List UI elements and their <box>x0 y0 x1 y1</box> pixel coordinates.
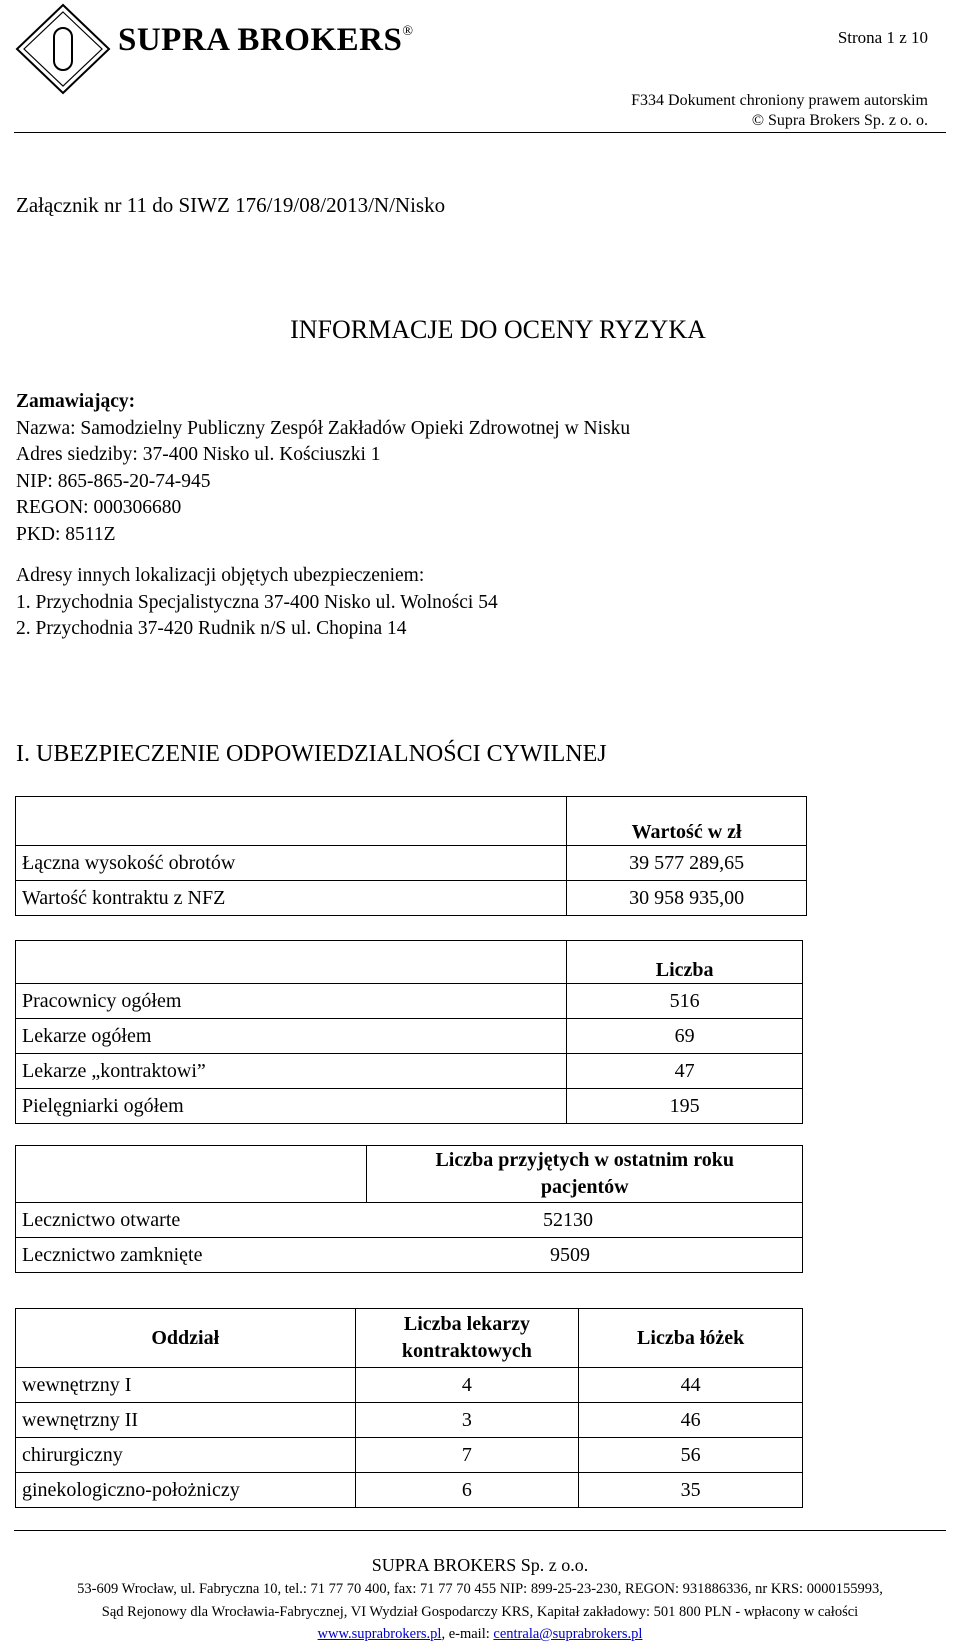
ward-name: ginekologiczno-położniczy <box>16 1473 356 1508</box>
table-row <box>16 1473 803 1508</box>
row-value: 69 <box>567 1019 803 1054</box>
ward-name: chirurgiczny <box>16 1438 356 1473</box>
table-row <box>16 846 807 881</box>
row-value: 516 <box>567 984 803 1019</box>
table-header-row <box>16 797 807 846</box>
row-label: Lecznictwo otwarte <box>16 1203 367 1238</box>
client-nip: NIP: 865-865-20-74-945 <box>16 471 211 492</box>
row-value: 47 <box>567 1054 803 1089</box>
email-link[interactable]: centrala@suprabrokers.pl <box>493 1626 643 1642</box>
table-row <box>16 1089 803 1124</box>
row-label: Wartość kontraktu z NFZ <box>16 881 567 916</box>
bed-count: 46 <box>579 1403 803 1438</box>
client-regon: REGON: 000306680 <box>16 497 182 518</box>
empty-header-cell <box>16 797 567 846</box>
value-header: Wartość w zł <box>567 797 807 846</box>
client-address: Adres siedziby: 37-400 Nisko ul. Kościuszki 1 <box>16 444 381 465</box>
row-value: 195 <box>567 1089 803 1124</box>
row-value: 9509 <box>367 1238 803 1273</box>
table-row <box>16 1368 803 1403</box>
row-label: Lekarze „kontraktowi” <box>16 1054 567 1089</box>
email-label: , e-mail: <box>441 1626 494 1642</box>
client-name: Nazwa: Samodzielny Publiczny Zespół Zakładów Opieki Zdrowotnej w Nisku <box>16 418 631 439</box>
section-title: I. UBEZPIECZENIE ODPOWIEDZIALNOŚCI CYWILNEJ <box>16 741 607 767</box>
row-label: Łączna wysokość obrotów <box>16 846 567 881</box>
registered-mark: ® <box>402 24 414 39</box>
table-row <box>16 1438 803 1473</box>
row-value: 30 958 935,00 <box>567 881 807 916</box>
table-header-row <box>16 1146 803 1203</box>
doctor-count: 7 <box>355 1438 579 1473</box>
beds-header: Liczba łóżek <box>579 1309 803 1368</box>
bed-count: 56 <box>579 1438 803 1473</box>
page-number: Strona 1 z 10 <box>837 28 928 47</box>
supra-brokers-logo-icon <box>14 2 112 96</box>
row-label: Lecznictwo zamknięte <box>16 1238 367 1273</box>
doctor-count: 4 <box>355 1368 579 1403</box>
ward-name: wewnętrzny II <box>16 1403 356 1438</box>
table-row <box>16 1203 803 1238</box>
doctor-count: 3 <box>355 1403 579 1438</box>
row-label: Pielęgniarki ogółem <box>16 1089 567 1124</box>
header-divider <box>14 132 946 133</box>
admissions-header: Liczba przyjętych w ostatnim roku pacjentów <box>367 1146 803 1203</box>
count-header: Liczba <box>567 941 803 984</box>
table-row <box>16 1238 803 1273</box>
row-value: 52130 <box>367 1203 803 1238</box>
footer-divider <box>14 1530 946 1531</box>
client-pkd: PKD: 8511Z <box>16 524 116 545</box>
location-1: 1. Przychodnia Specjalistyczna 37-400 Nisko ul. Wolności 54 <box>16 592 498 613</box>
website-link[interactable]: www.suprabrokers.pl <box>317 1626 442 1642</box>
table-row <box>16 1019 803 1054</box>
client-label: Zamawiający: <box>16 391 136 412</box>
document-title: INFORMACJE DO OCENY RYZYKA <box>290 315 706 344</box>
row-label: Pracownicy ogółem <box>16 984 567 1019</box>
other-locations-label: Adresy innych lokalizacji objętych ubezpieczeniem: <box>16 565 425 586</box>
patients-table <box>15 1145 803 1273</box>
ward-header: Oddział <box>16 1309 356 1368</box>
footer-contact <box>0 1626 960 1643</box>
table-row <box>16 881 807 916</box>
table-row <box>16 1403 803 1438</box>
wards-table <box>15 1308 803 1508</box>
staff-table <box>15 940 803 1124</box>
footer-registration: Sąd Rejonowy dla Wrocławia-Fabrycznej, VI Wydział Gospodarczy KRS, Kapitał zakładowy: 501 800 PLN - wpłacony w całości <box>101 1604 859 1620</box>
row-value: 39 577 289,65 <box>567 846 807 881</box>
copyright-owner: © Supra Brokers Sp. z o. o. <box>751 112 928 129</box>
copyright-notice: F334 Dokument chroniony prawem autorskim <box>631 92 928 109</box>
doctor-count: 6 <box>355 1473 579 1508</box>
empty-header-cell <box>16 941 567 984</box>
table-row <box>16 1054 803 1089</box>
values-table <box>15 796 807 916</box>
contract-doctors-header: Liczba lekarzy kontraktowych <box>355 1309 579 1368</box>
ward-name: wewnętrzny I <box>16 1368 356 1403</box>
table-header-row <box>16 941 803 984</box>
empty-header-cell <box>16 1146 367 1203</box>
table-header-row <box>16 1309 803 1368</box>
brand-name: SUPRA BROKERS® <box>118 22 414 58</box>
footer-company: SUPRA BROKERS Sp. z o.o. <box>371 1555 589 1575</box>
table-row <box>16 984 803 1019</box>
row-label: Lekarze ogółem <box>16 1019 567 1054</box>
bed-count: 44 <box>579 1368 803 1403</box>
annex-title: Załącznik nr 11 do SIWZ 176/19/08/2013/N/Nisko <box>16 193 446 217</box>
location-2: 2. Przychodnia 37-420 Rudnik n/S ul. Chopina 14 <box>16 618 407 639</box>
bed-count: 35 <box>579 1473 803 1508</box>
footer-address: 53-609 Wrocław, ul. Fabryczna 10, tel.: 71 77 70 400, fax: 71 77 70 455 NIP: 899-25-23-230, REGON: 931886336, nr KRS: 0000155993, <box>77 1581 883 1597</box>
